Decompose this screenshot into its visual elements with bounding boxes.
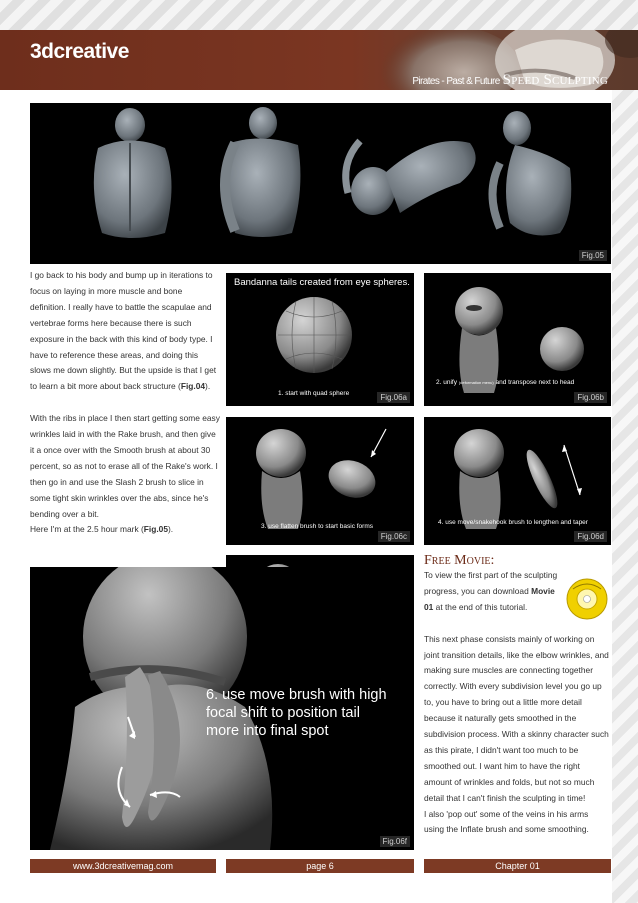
paragraph-joint-details: This next phase consists mainly of working on joint transition details, like the elbow wrinkles, and making sure muscles are connecting together correctly. With every subdivision level you go up to, you have to bring out a little more detail because it naturally gets smoothed in the subdivision process. With a skinny character such as this pirate, I didn't want too much to be smoothed out. I want him to have the right amount of wrinkles and folds, but not so much detail that I can't finish the sculpting in time! — [424, 633, 609, 803]
page-header — [0, 30, 638, 90]
figure-06b-label: Fig.06b — [574, 392, 607, 403]
movie-text — [424, 568, 609, 854]
page-title — [412, 71, 608, 89]
figure-06d-panel — [424, 417, 611, 545]
series-title: Pirates - Past & Future — [412, 76, 500, 87]
figure-06b-caption: 2. unify (deformation menu) and transpose next to head — [436, 379, 575, 386]
footer-page-number: page 6 — [226, 859, 414, 873]
figure-06f-caption-1: 6. use move brush with high — [206, 687, 387, 703]
figure-06f-caption-2: focal shift to position tail — [206, 705, 360, 721]
figure-06c-panel — [226, 417, 414, 545]
paragraph-back-structure: I go back to his body and bump up in iterations to focus on laying in more muscle and bone definition. I really have to battle the scapulae and vertebrae forms here because there is such exposure in the back with this kind of body type. I have to reference these areas, and doing this slows me down slightly. But the upside is that I get to learn a bit more about back structure (Fig.04). — [30, 270, 217, 392]
left-column-text — [30, 268, 220, 554]
figure-06c-caption: 3. use flatten brush to start basic forms — [261, 523, 373, 530]
section-title: Speed Sculpting — [502, 72, 608, 88]
figure-05-panel — [30, 103, 611, 264]
paragraph-wrinkles: With the ribs in place I then start getting some easy wrinkles laid in with the Rake brush, and then give it a once over with the Smooth brush at about 30 percent, so as not to erase all of the Rake's work. I then go in and use the Slash 2 brush to slice in some tight skin wrinkles over the abs, since he's bending over a bit. — [30, 413, 220, 519]
footer-chapter: Chapter 01 — [424, 859, 611, 873]
paragraph-veins: I also 'pop out' some of the veins in his arms using the Inflate brush and some smoothing. — [424, 808, 589, 835]
sidebar-stripes — [612, 90, 638, 903]
figure-06a-image — [226, 273, 414, 406]
figure-05-label: Fig.05 — [579, 250, 607, 261]
figure-06f-panel — [30, 567, 414, 850]
figure-06b-image — [424, 273, 611, 406]
figure-06b-panel — [424, 273, 611, 406]
figure-06f-caption-3: more into final spot — [206, 723, 329, 739]
paragraph-hour-mark: Here I'm at the 2.5 hour mark (Fig.05). — [30, 524, 174, 535]
figure-06a-label: Fig.06a — [377, 392, 410, 403]
magazine-logo: 3dcreative — [30, 40, 129, 63]
paragraph-movie: To view the first part of the sculpting progress, you can download Movie 01 at the end of this tutorial. — [424, 570, 558, 612]
figure-06d-label: Fig.06d — [574, 531, 607, 542]
figure-06f-label: Fig.06f — [380, 836, 410, 847]
figure-06c-label: Fig.06c — [378, 531, 410, 542]
figure-06d-caption: 4. use move/snakehook brush to lengthen and taper — [438, 519, 588, 526]
top-stripe-band — [0, 0, 638, 30]
figure-05-image — [30, 103, 611, 264]
figure-06a-caption-top: Bandanna tails created from eye spheres. — [234, 277, 410, 288]
figure-06a-panel — [226, 273, 414, 406]
free-movie-heading: Free Movie: — [424, 553, 495, 568]
footer-url: www.3dcreativemag.com — [30, 859, 216, 873]
figure-06a-caption-bottom: 1. start with quad sphere — [278, 390, 350, 397]
